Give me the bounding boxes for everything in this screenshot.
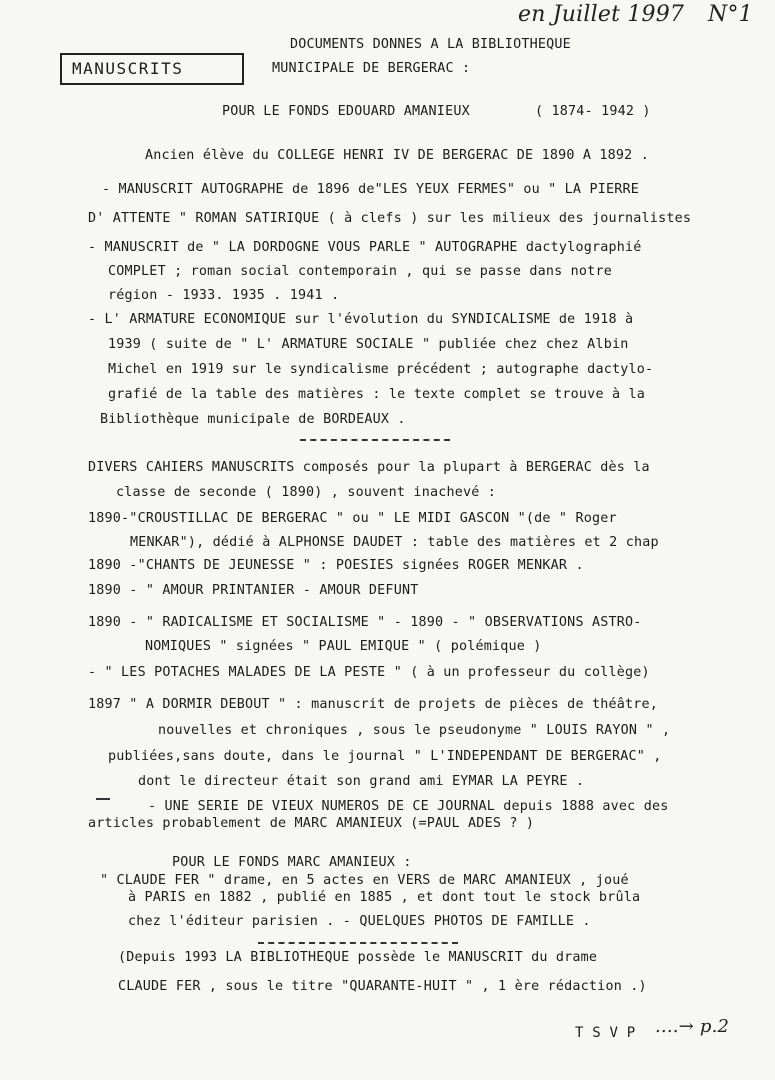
text-line: chez l'éditeur parisien . - QUELQUES PHOTOS DE FAMILLE . <box>128 914 591 929</box>
tsvp-label: T S V P <box>575 1025 636 1041</box>
text-line: DIVERS CAHIERS MANUSCRITS composés pour la plupart à BERGERAC dès la <box>88 460 650 475</box>
text-line: articles probablement de MARC AMANIEUX (=PAUL ADES ? ) <box>88 816 535 831</box>
text-line: grafié de la table des matières : le texte complet se trouve à la <box>108 387 646 402</box>
text-line: dont le directeur était son grand ami EYMAR LA PEYRE . <box>138 774 585 789</box>
text-line: - UNE SERIE DE VIEUX NUMEROS DE CE JOURNAL depuis 1888 avec des <box>148 799 669 814</box>
text-line: D' ATTENTE " ROMAN SATIRIQUE ( à clefs ) sur les milieux des journalistes <box>88 211 692 226</box>
text-line: 1897 " A DORMIR DEBOUT " : manuscrit de projets de pièces de théâtre, <box>88 697 659 712</box>
text-line: 1890-"CROUSTILLAC DE BERGERAC " ou " LE MIDI GASCON "(de " Roger <box>88 511 617 526</box>
section2-title: POUR LE FONDS MARC AMANIEUX : <box>172 855 412 870</box>
text-line: publiées,sans doute, dans le journal " L'INDEPENDANT DE BERGERAC" , <box>108 749 662 764</box>
next-page-note: ....→ p.2 <box>655 1016 730 1037</box>
text-line: à PARIS en 1882 , publié en 1885 , et dont tout le stock brûla <box>128 890 641 905</box>
text-line: - MANUSCRIT de " LA DORDOGNE VOUS PARLE " AUTOGRAPHE dactylographié <box>88 240 642 255</box>
text-line: (Depuis 1993 LA BIBLIOTHEQUE possède le MANUSCRIT du drame <box>118 950 598 965</box>
text-line: - MANUSCRIT AUTOGRAPHE de 1896 de"LES YEUX FERMES" ou " LA PIERRE <box>102 182 640 197</box>
handwritten-date: en Juillet 1997 <box>518 2 685 27</box>
section1-title: POUR LE FONDS EDOUARD AMANIEUX <box>222 104 470 119</box>
text-line: Bibliothèque municipale de BORDEAUX . <box>100 412 406 427</box>
section1-dates: ( 1874- 1942 ) <box>535 104 651 119</box>
text-line: classe de seconde ( 1890) , souvent inachevé : <box>116 485 497 500</box>
text-line: COMPLET ; roman social contemporain , qui se passe dans notre <box>108 264 612 279</box>
header-line-2: MUNICIPALE DE BERGERAC : <box>272 61 471 76</box>
manuscrits-box <box>60 53 244 85</box>
text-line: 1890 - " AMOUR PRINTANIER - AMOUR DEFUNT <box>88 583 419 598</box>
separator-dashes <box>258 942 458 944</box>
text-line: MENKAR"), dédié à ALPHONSE DAUDET : table des matières et 2 chap <box>130 535 659 550</box>
dash-mark <box>96 798 110 800</box>
text-line: nouvelles et chroniques , sous le pseudonyme " LOUIS RAYON " , <box>158 723 671 738</box>
text-line: Michel en 1919 sur le syndicalisme précédent ; autographe dactylo- <box>108 362 654 377</box>
text-line: - L' ARMATURE ECONOMIQUE sur l'évolution du SYNDICALISME de 1918 à <box>88 312 634 327</box>
separator-dashes <box>300 439 450 441</box>
header-line-1: DOCUMENTS DONNES A LA BIBLIOTHEQUE <box>290 37 571 52</box>
text-line: 1939 ( suite de " L' ARMATURE SOCIALE " publiée chez chez Albin <box>108 337 629 352</box>
text-line: région - 1933. 1935 . 1941 . <box>108 288 340 303</box>
text-line: 1890 - " RADICALISME ET SOCIALISME " - 1890 - " OBSERVATIONS ASTRO- <box>88 615 642 630</box>
text-line: - " LES POTACHES MALADES DE LA PESTE " ( à un professeur du collège) <box>88 665 650 680</box>
text-line: " CLAUDE FER " drame, en 5 actes en VERS de MARC AMANIEUX , joué <box>100 873 629 888</box>
text-line: NOMIQUES " signées " PAUL EMIQUE " ( polémique ) <box>145 639 542 654</box>
manuscrits-label: MANUSCRITS <box>72 59 184 78</box>
text-line: Ancien élève du COLLEGE HENRI IV DE BERGERAC DE 1890 A 1892 . <box>145 148 649 163</box>
handwritten-page-ref: N°1 <box>708 2 753 27</box>
text-line: CLAUDE FER , sous le titre "QUARANTE-HUIT " , 1 ère rédaction .) <box>118 979 647 994</box>
text-line: 1890 -"CHANTS DE JEUNESSE " : POESIES signées ROGER MENKAR . <box>88 558 584 573</box>
